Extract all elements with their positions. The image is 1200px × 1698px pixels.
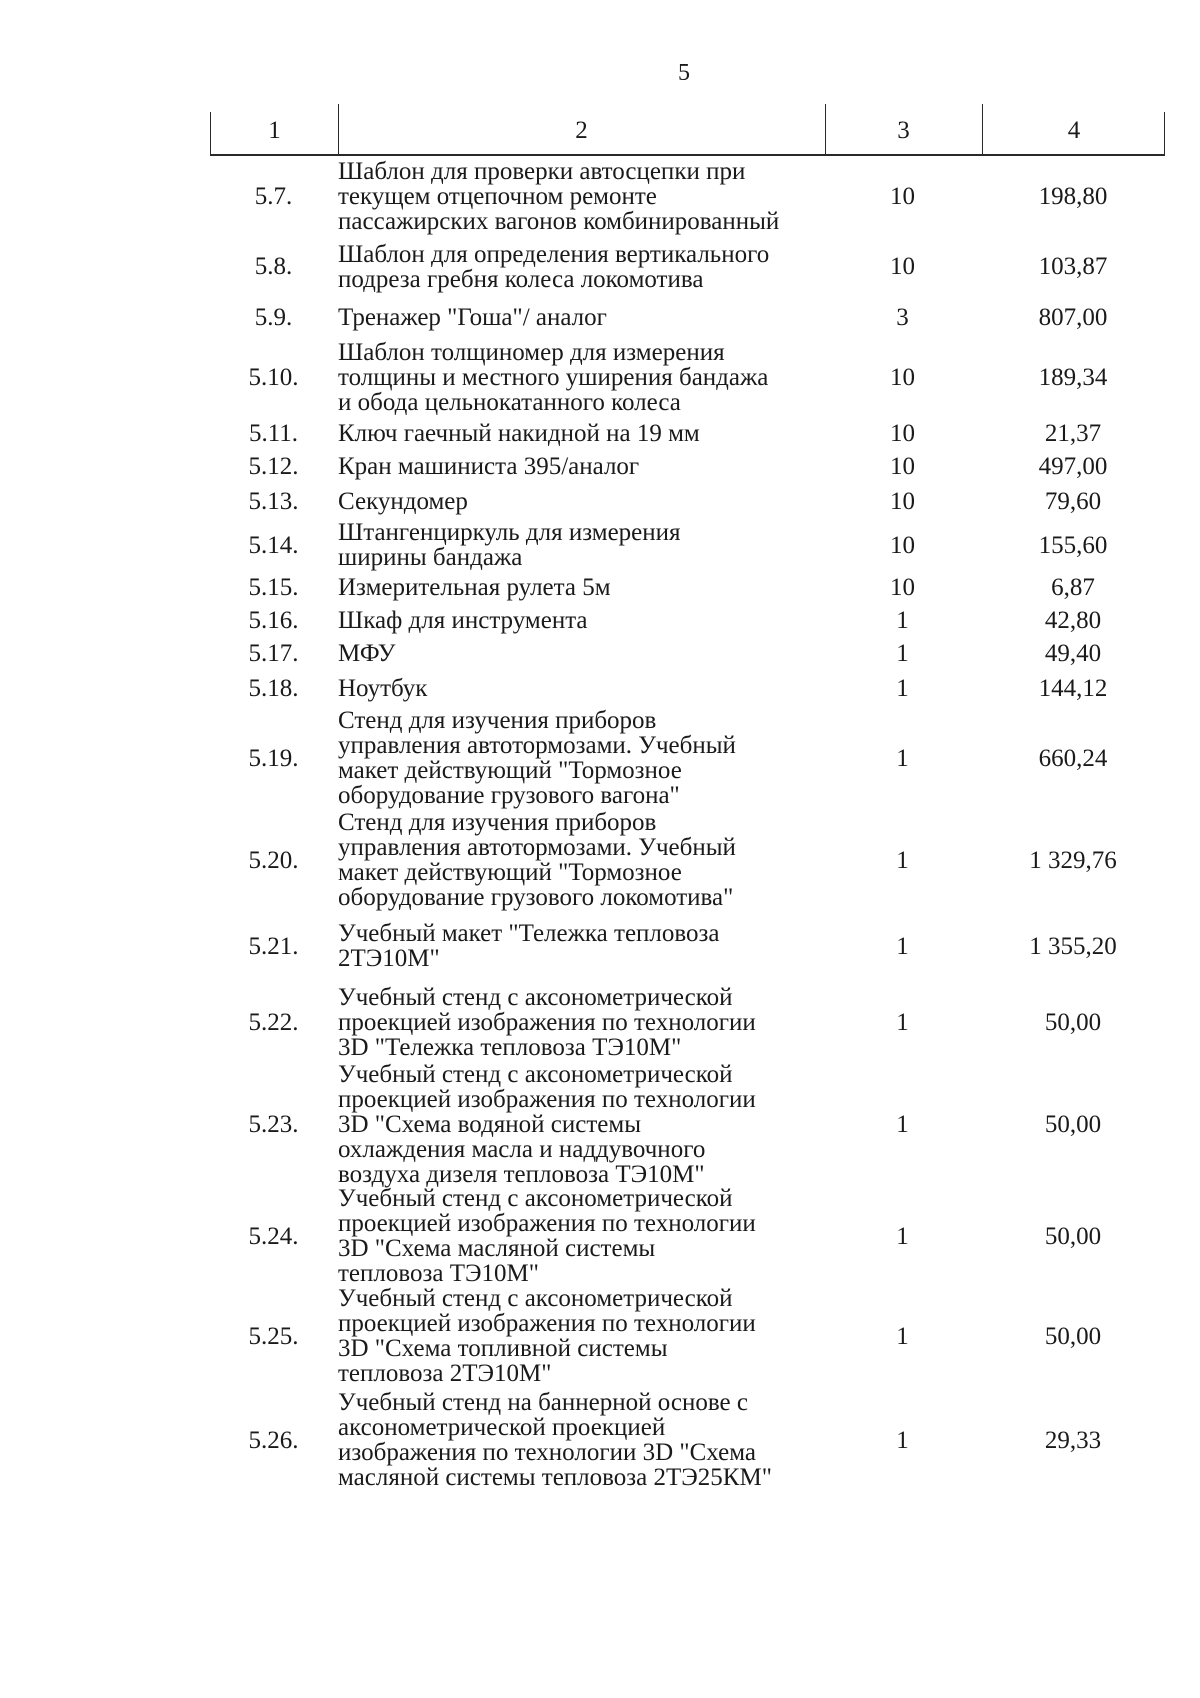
- table-row: [210, 637, 1165, 670]
- table-row: [210, 571, 1165, 604]
- item-price: 50,00: [1044, 1008, 1102, 1036]
- item-price: 1 329,76: [1029, 846, 1117, 874]
- header-divider: [982, 104, 983, 154]
- table-row: [210, 337, 1165, 417]
- item-price: 103,87: [1038, 253, 1108, 280]
- description-line: аксонометрической проекцией: [338, 1414, 666, 1441]
- description-line: Шкаф для инструмента: [338, 607, 588, 634]
- item-number: 5.9.: [254, 303, 293, 331]
- item-number: 5.17.: [248, 640, 299, 667]
- description-line: управления автотормозами. Учебный: [338, 834, 736, 861]
- item-price: 50,00: [1044, 1322, 1102, 1350]
- item-number: 5.12.: [248, 453, 299, 480]
- table-row: [210, 706, 1165, 810]
- header-col-1: 1: [268, 117, 281, 144]
- item-price: 144,12: [1038, 674, 1108, 702]
- description-line: Шаблон толщиномер для измерения: [338, 338, 725, 366]
- item-quantity: 10: [890, 363, 915, 391]
- table-row: [210, 297, 1165, 337]
- table-row: [210, 604, 1165, 637]
- item-number: 5.23.: [248, 1110, 299, 1138]
- description-line: 2ТЭ10М": [338, 945, 440, 972]
- description-line: проекцией изображения по технологии: [338, 1008, 756, 1036]
- item-quantity: 1: [896, 932, 909, 960]
- item-price: 660,24: [1038, 744, 1108, 772]
- item-description: [337, 676, 824, 701]
- description-line: Секундомер: [338, 487, 468, 515]
- equipment-table: [210, 112, 1165, 1494]
- description-line: Учебный стенд с аксонометрической: [338, 1285, 733, 1312]
- item-quantity: 1: [896, 1426, 909, 1454]
- item-quantity: 1: [896, 846, 909, 874]
- header-divider: [338, 104, 339, 154]
- description-line: Ноутбук: [338, 674, 428, 702]
- item-quantity: 10: [890, 531, 915, 559]
- item-quantity: 1: [896, 1110, 909, 1138]
- table-header: [210, 112, 1165, 156]
- item-number: 5.8.: [254, 253, 293, 280]
- item-quantity: 3: [896, 303, 909, 331]
- header-col-4: 4: [1067, 117, 1081, 144]
- description-line: Штангенциркуль для измерения: [338, 519, 681, 546]
- description-line: Шаблон для проверки автосцепки при: [338, 157, 746, 185]
- header-divider: [825, 104, 826, 154]
- table-row: [210, 483, 1165, 519]
- description-line: оборудование грузового вагона": [338, 782, 680, 809]
- item-number: 5.20.: [248, 846, 299, 874]
- item-price: 42,80: [1044, 607, 1102, 634]
- description-line: охлаждения масла и наддувочного: [338, 1135, 706, 1163]
- description-line: масляной системы тепловоза 2ТЭ25КМ": [338, 1464, 772, 1491]
- item-description: [337, 1286, 824, 1386]
- description-line: подреза гребня колеса локомотива: [338, 265, 704, 293]
- description-line: проекцией изображения по технологии: [338, 1310, 756, 1337]
- item-number: 5.18.: [248, 674, 299, 702]
- description-line: макет действующий "Тормозное: [338, 859, 682, 886]
- item-price: 21,37: [1044, 420, 1102, 447]
- item-quantity: 1: [896, 1322, 909, 1350]
- item-quantity: 1: [896, 744, 909, 772]
- item-number: 5.13.: [248, 487, 299, 515]
- item-number: 5.22.: [248, 1008, 299, 1036]
- item-description: [337, 708, 824, 808]
- item-quantity: 1: [896, 674, 909, 702]
- item-number: 5.11.: [248, 420, 299, 447]
- item-description: [337, 454, 824, 479]
- item-price: 807,00: [1038, 303, 1108, 331]
- item-price: 50,00: [1044, 1110, 1102, 1138]
- item-price: 29,33: [1044, 1426, 1102, 1454]
- item-quantity: 1: [896, 1008, 909, 1036]
- table-row: [210, 670, 1165, 706]
- header-col-2: 2: [575, 117, 588, 144]
- description-line: управления автотормозами. Учебный: [338, 732, 736, 759]
- description-line: пассажирских вагонов комбинированный: [338, 207, 780, 235]
- header-col-3: 3: [897, 117, 910, 144]
- description-line: и обода цельнокатанного колеса: [338, 388, 681, 416]
- table-row: [210, 1286, 1165, 1386]
- item-description: [337, 810, 824, 910]
- table-row: [210, 1186, 1165, 1286]
- item-description: [337, 1062, 824, 1187]
- description-line: Учебный стенд на баннерной основе с: [338, 1389, 748, 1416]
- item-number: 5.10.: [248, 363, 299, 391]
- item-description: [337, 340, 824, 415]
- item-quantity: 10: [890, 420, 915, 447]
- description-line: 3D "Схема масляной системы: [338, 1235, 656, 1262]
- description-line: Измерительная рулета 5м: [338, 574, 611, 601]
- item-description: [337, 520, 824, 570]
- table-row: [210, 1386, 1165, 1494]
- table-row: [210, 450, 1165, 483]
- item-quantity: 10: [890, 487, 915, 515]
- page-number: 5: [678, 60, 690, 86]
- table-row: [210, 236, 1165, 297]
- table-row: [210, 910, 1165, 982]
- item-quantity: 10: [890, 574, 915, 601]
- description-line: МФУ: [338, 640, 396, 667]
- item-description: [337, 1186, 824, 1286]
- item-number: 5.21.: [248, 932, 299, 960]
- item-description: [337, 575, 824, 600]
- item-number: 5.15.: [248, 574, 299, 601]
- item-number: 5.16.: [248, 607, 299, 634]
- description-line: толщины и местного уширения бандажа: [338, 363, 769, 391]
- item-quantity: 10: [890, 182, 915, 210]
- item-number: 5.25.: [248, 1322, 299, 1350]
- item-number: 5.24.: [248, 1222, 299, 1250]
- item-number: 5.19.: [248, 744, 299, 772]
- item-price: 198,80: [1038, 182, 1108, 210]
- item-number: 5.14.: [248, 531, 299, 559]
- description-line: проекцией изображения по технологии: [338, 1085, 756, 1113]
- description-line: Учебный макет "Тележка тепловоза: [338, 920, 720, 947]
- description-line: Стенд для изучения приборов: [338, 707, 657, 734]
- description-line: Учебный стенд с аксонометрической: [338, 1060, 733, 1088]
- table-row: [210, 417, 1165, 450]
- item-price: 189,34: [1038, 363, 1108, 391]
- item-description: [337, 921, 824, 971]
- description-line: Шаблон для определения вертикального: [338, 240, 770, 268]
- item-description: [337, 242, 824, 292]
- description-line: Стенд для изучения приборов: [338, 809, 657, 836]
- description-line: текущем отцепочном ремонте: [338, 182, 657, 210]
- item-price: 155,60: [1038, 531, 1108, 559]
- description-line: 3D "Схема водяной системы: [338, 1110, 642, 1138]
- description-line: тепловоза ТЭ10М": [338, 1260, 539, 1287]
- item-quantity: 10: [890, 453, 915, 480]
- description-line: ширины бандажа: [338, 544, 523, 571]
- description-line: макет действующий "Тормозное: [338, 757, 682, 784]
- item-description: [337, 305, 824, 330]
- description-line: Тренажер "Гоша"/ аналог: [338, 303, 607, 331]
- table-row: [210, 519, 1165, 571]
- table-row: [210, 1062, 1165, 1186]
- description-line: Учебный стенд с аксонометрической: [338, 1185, 733, 1212]
- description-line: воздуха дизеля тепловоза ТЭ10М": [338, 1160, 705, 1188]
- item-number: 5.26.: [248, 1426, 299, 1454]
- table-row: [210, 156, 1165, 236]
- item-description: [337, 641, 824, 666]
- item-price: 497,00: [1038, 453, 1108, 480]
- item-description: [337, 421, 824, 446]
- description-line: 3D "Тележка тепловоза ТЭ10М": [338, 1033, 682, 1061]
- description-line: Учебный стенд с аксонометрической: [338, 983, 733, 1011]
- item-quantity: 1: [896, 1222, 909, 1250]
- item-description: [337, 159, 824, 234]
- item-price: 79,60: [1044, 487, 1102, 515]
- description-line: Ключ гаечный накидной на 19 мм: [338, 420, 700, 447]
- table-row: [210, 810, 1165, 910]
- item-price: 49,40: [1044, 640, 1102, 667]
- item-description: [337, 608, 824, 633]
- item-price: 50,00: [1044, 1222, 1102, 1250]
- item-quantity: 10: [890, 253, 915, 280]
- item-quantity: 1: [896, 607, 909, 634]
- item-description: [337, 985, 824, 1060]
- item-quantity: 1: [896, 640, 909, 667]
- item-number: 5.7.: [254, 182, 293, 210]
- table-row: [210, 982, 1165, 1062]
- description-line: 3D "Схема топливной системы: [338, 1335, 668, 1362]
- description-line: оборудование грузового локомотива": [338, 884, 734, 911]
- description-line: изображения по технологии 3D "Схема: [338, 1439, 756, 1466]
- description-line: тепловоза 2ТЭ10М": [338, 1360, 552, 1387]
- item-description: [337, 489, 824, 514]
- description-line: Кран машиниста 395/аналог: [338, 453, 640, 480]
- item-price: 1 355,20: [1029, 932, 1117, 960]
- item-price: 6,87: [1051, 574, 1095, 601]
- table-body: [210, 156, 1165, 1494]
- description-line: проекцией изображения по технологии: [338, 1210, 756, 1237]
- item-description: [337, 1390, 824, 1490]
